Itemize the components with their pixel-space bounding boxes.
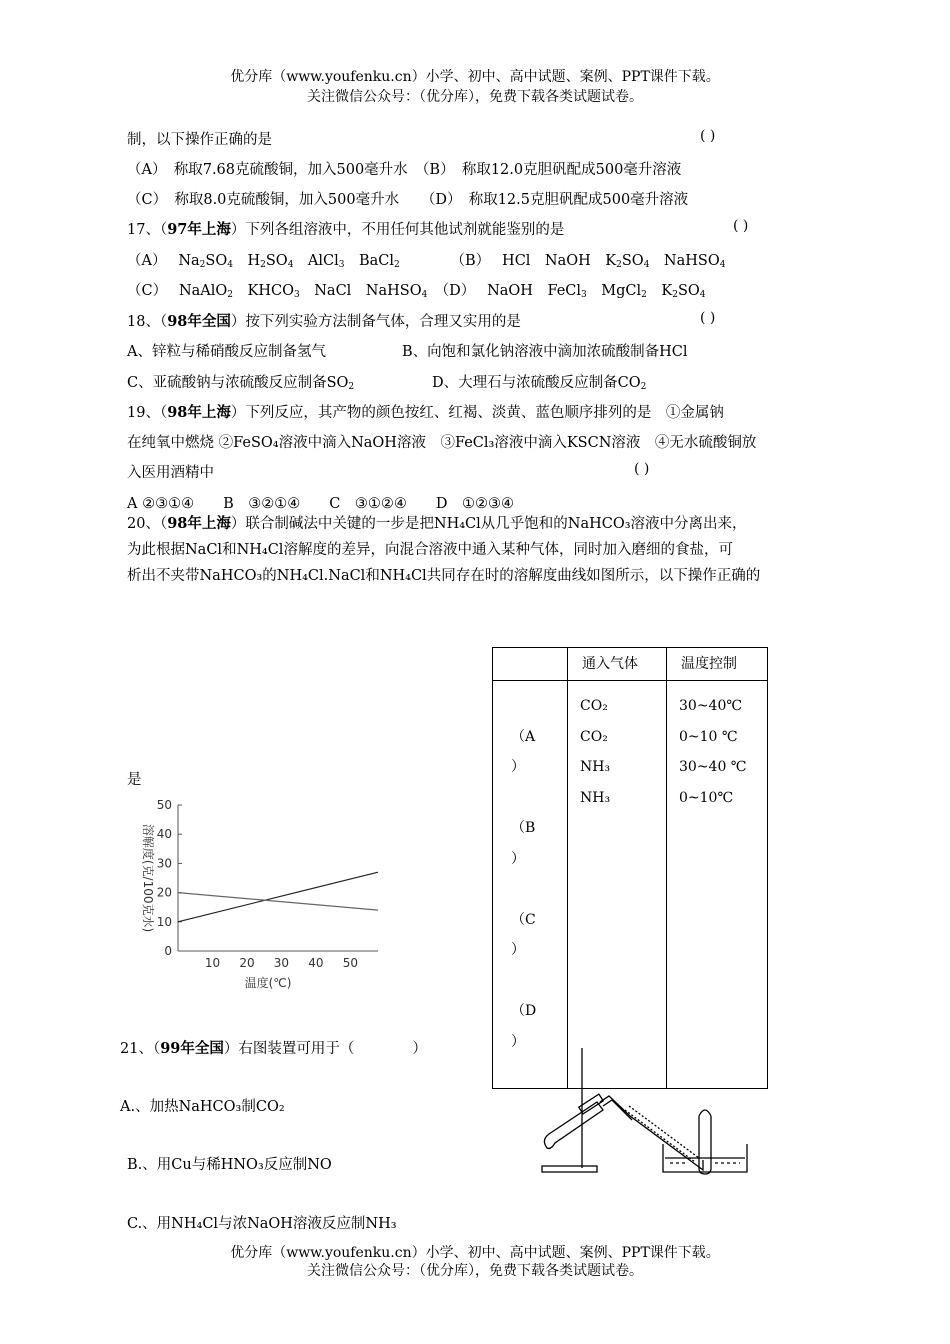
- q16-answer-paren: ( ): [700, 128, 716, 144]
- q20-line-4: 是: [127, 772, 142, 788]
- q19-options: A ②③①④ B ③②①④ C ③①②④ D ①②③④: [127, 496, 514, 512]
- x-tick-label: 30: [273, 956, 290, 970]
- header-line-1: 优分库（www.youfenku.cn）小学、初中、高中试题、案例、PPT课件下载。: [230, 69, 720, 85]
- q20-stem-line: [127, 512, 747, 533]
- x-tick-label: 40: [308, 956, 324, 970]
- q20-options-table: [492, 647, 768, 1089]
- q18-source: 98年全国: [167, 313, 231, 330]
- table-header-temp: 温度控制: [667, 648, 768, 681]
- q20-source: 98年上海: [167, 515, 231, 532]
- table-gas-cell: CO₂: [580, 728, 608, 745]
- table-gas-cell: NH₃: [580, 789, 611, 806]
- y-tick-label: 30: [156, 856, 172, 871]
- y-tick-label: 40: [156, 827, 172, 842]
- q21-option-a: A.、加热NaHCO₃制CO₂: [120, 1099, 285, 1115]
- table-temp-cell: 0~10 ℃: [679, 728, 738, 745]
- table-temp-cell: 0~10℃: [679, 789, 734, 806]
- q16-options-ab: （A） 称取7.68克硫酸铜，加入500毫升水 （B） 称取12.0克胆矾配成500毫升溶液: [127, 162, 682, 178]
- y-tick-label: 50: [156, 798, 172, 812]
- q20-line-3: 析出不夹带NaHCO₃的NH₄Cl.NaCl和NH₄Cl共同存在时的溶解度曲线如图所示，以下操作正确的: [127, 568, 761, 584]
- x-axis-label: 温度(℃): [244, 976, 292, 990]
- q17-options-cd: （C） NaAlO$_2$ $KHCO_3$ NaCl NaHSO$_4$ （D） NaOH FeCl$_3$ MgCl$_2$ $K_2SO_4$: [127, 283, 706, 300]
- collecting-tube: [699, 1110, 711, 1116]
- q21-stem-line: [120, 1037, 427, 1058]
- y-tick-label: 10: [156, 914, 172, 929]
- y-tick-label: 20: [156, 885, 172, 900]
- solubility-chart: [120, 795, 400, 995]
- x-tick-label: 20: [239, 956, 255, 970]
- table-gas-column: [568, 681, 667, 1089]
- q17-options-ab: （A） $Na_2SO_4$ $H_2SO_4$ AlCl$_3$ BaCl$_2$ （B） HCl NaOH $K_2SO_4$ NaHSO$_4$: [127, 253, 726, 270]
- table-temp-cell: 30~40℃: [679, 698, 743, 714]
- table-temp-column: [667, 681, 768, 1089]
- q17-stem: ）下列各组溶液中，不用任何其他试剂就能鉴别的是: [230, 222, 565, 238]
- q18-answer-paren: ( ): [700, 310, 716, 326]
- q18-stem-line: [127, 310, 521, 331]
- table-option-labels: （A ） （B ） （C ） （D ）: [493, 681, 568, 1089]
- table-header-blank: [493, 648, 568, 681]
- q18-number: 18、（: [127, 314, 168, 330]
- x-tick-label: 10: [204, 956, 221, 970]
- q18-stem: ）按下列实验方法制备气体，合理又实用的是: [230, 314, 521, 330]
- q17-answer-paren: ( ): [733, 218, 749, 234]
- table-gas-cell: CO₂: [580, 698, 608, 714]
- q21-stem: ）右图装置可用于（ ）: [223, 1041, 427, 1057]
- q17-source: 97年上海: [167, 221, 231, 238]
- y-axis-label: 溶解度(克/100克水): [141, 823, 155, 933]
- q19-line-3: 入医用酒精中: [127, 465, 214, 481]
- header-line-2: 关注微信公众号：（优分库），免费下载各类试题试卷。: [307, 89, 643, 105]
- q18-option-d: D、大理石与浓硫酸反应制备$CO_2$: [432, 375, 647, 392]
- x-tick-label: 50: [342, 956, 359, 970]
- q21-source: 99年全国: [160, 1040, 224, 1057]
- test-tube: [544, 1102, 603, 1148]
- q19-line-2: 在纯氧中燃烧 ②FeSO₄溶液中滴入NaOH溶液 ③FeCl₃溶液中滴入KSCN溶液 ④无水硫酸铜放: [127, 435, 757, 451]
- footer-line-2: 关注微信公众号：（优分库），免费下载各类试题试卷。: [307, 1263, 643, 1279]
- q19-answer-paren: ( ): [634, 461, 650, 477]
- table-gas-cell: NH₃: [580, 759, 611, 775]
- q18-option-c: C、亚硫酸钠与浓硫酸反应制备$SO_2$: [127, 375, 355, 392]
- q18-option-b: B、向饱和氯化钠溶液中滴加浓硫酸制备HCl: [402, 344, 688, 360]
- y-tick-label: 0: [164, 944, 172, 958]
- delivery-tube: [600, 1096, 703, 1170]
- table-header-gas: 通入气体: [568, 648, 667, 681]
- series-line-rising: [178, 872, 378, 922]
- q16-stem: 制，以下操作正确的是: [127, 132, 272, 148]
- footer-line-1: 优分库（www.youfenku.cn）小学、初中、高中试题、案例、PPT课件下载。: [230, 1245, 720, 1261]
- q21-option-c: C.、用NH₄Cl与浓NaOH溶液反应制NH₃: [127, 1216, 397, 1232]
- q20-number: 20、（: [127, 516, 168, 532]
- gas-apparatus-diagram: [535, 1040, 755, 1180]
- q17-number: 17、（: [127, 222, 168, 238]
- q16-options-cd: （C） 称取8.0克硫酸铜，加入500毫升水 （D） 称取12.5克胆矾配成500毫升溶液: [127, 192, 689, 208]
- q17-stem-line: [127, 218, 564, 239]
- q18-option-a: A、锌粒与稀硝酸反应制备氢气: [127, 344, 326, 360]
- iron-stand-base: [542, 1166, 597, 1172]
- q21-option-b: B.、用Cu与稀HNO₃反应制NO: [127, 1157, 332, 1173]
- series-line-falling: [178, 893, 378, 911]
- q19-stem: ）下列反应，其产物的颜色按红、红褐、淡黄、蓝色顺序排列的是 ①金属钠: [230, 405, 724, 421]
- q19-stem-line: [127, 401, 724, 422]
- q20-stem: ）联合制碱法中关键的一步是把NH₄Cl从几乎饱和的NaHCO₃溶液中分离出来，: [230, 516, 747, 532]
- table-temp-cell: 30~40 ℃: [679, 759, 747, 775]
- q19-number: 19、（: [127, 405, 168, 421]
- q21-number: 21、（: [120, 1041, 161, 1057]
- q19-source: 98年上海: [167, 404, 231, 421]
- q20-line-2: 为此根据NaCl和NH₄Cl溶解度的差异，向混合溶液中通入某种气体，同时加入磨细的食盐，可: [127, 542, 733, 558]
